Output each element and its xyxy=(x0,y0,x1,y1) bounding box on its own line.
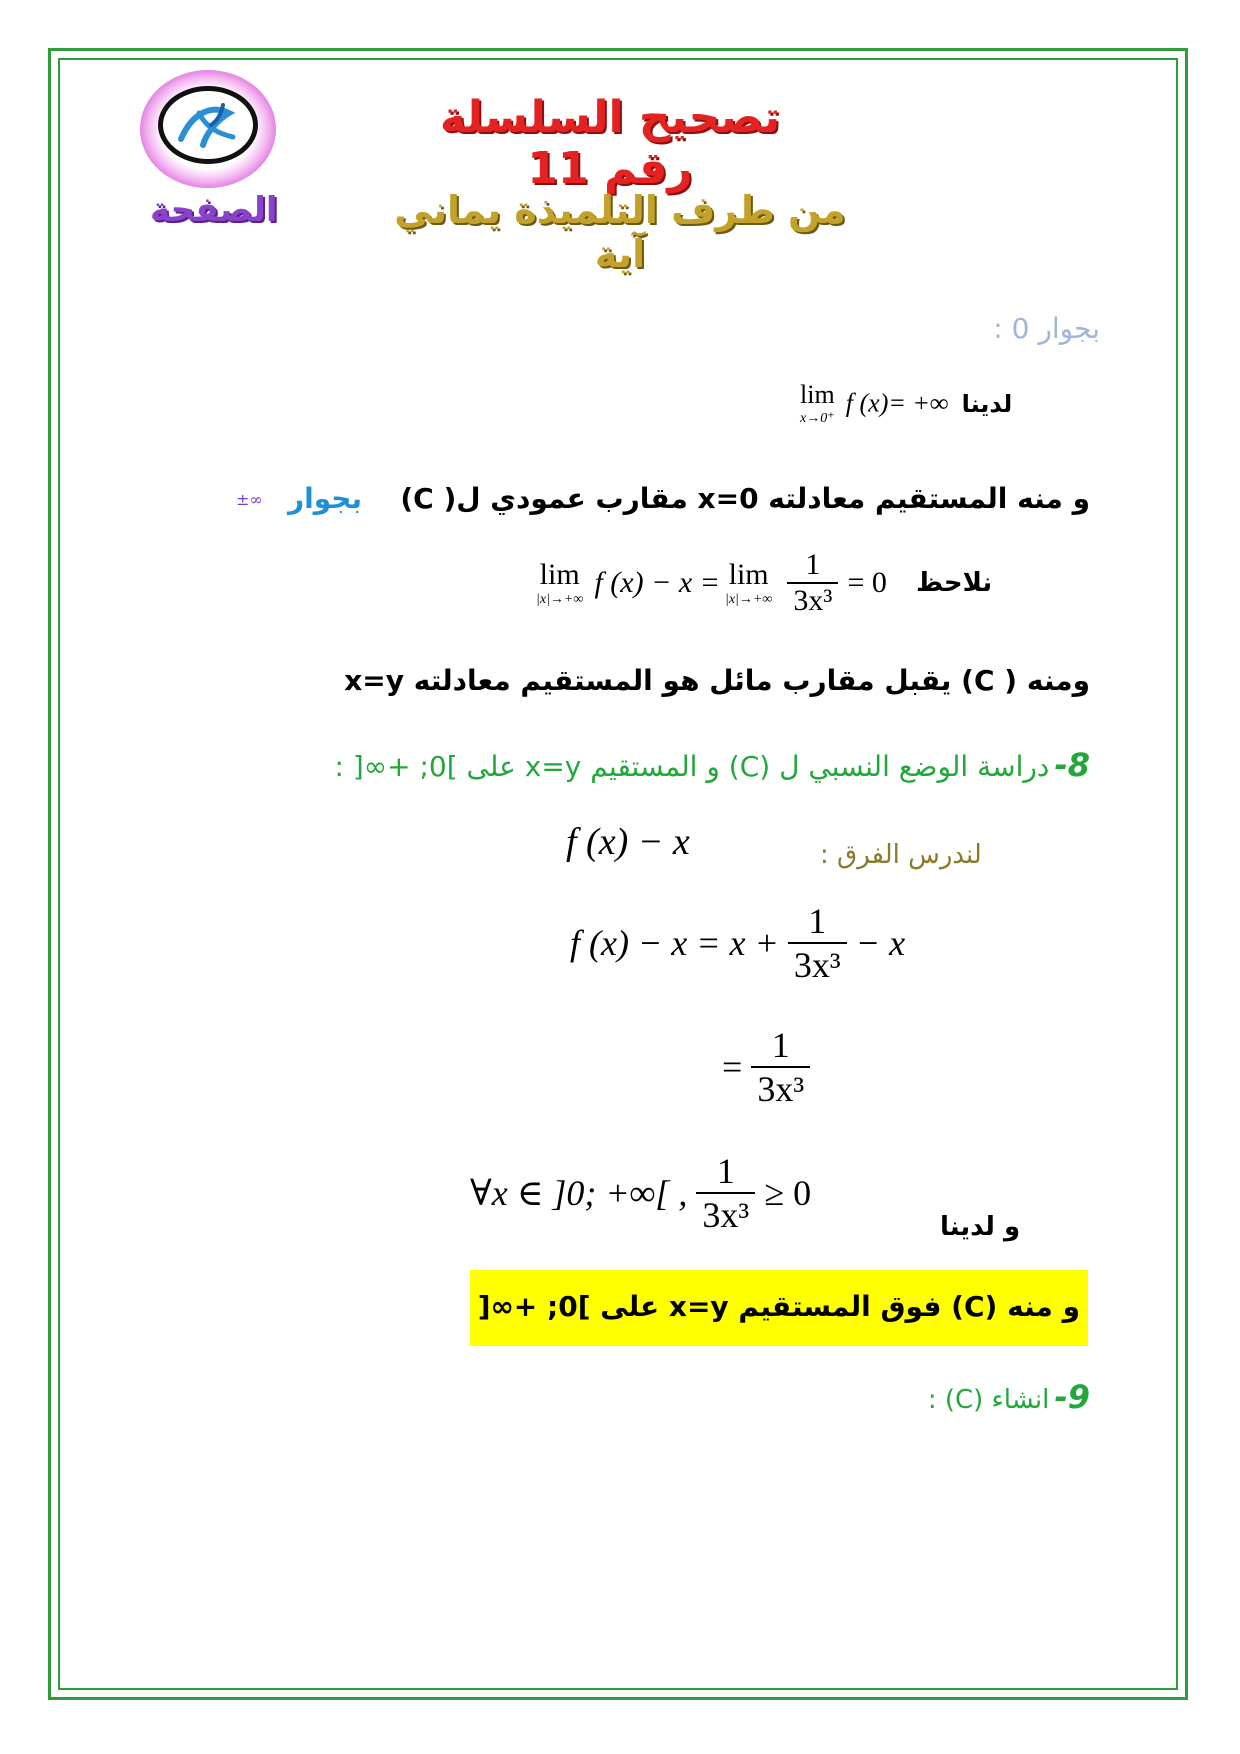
lim-abs-right: lim |x|→+∞ xyxy=(724,558,773,607)
logo-glyph-icon xyxy=(163,91,253,159)
equation-1: f (x) − x = x + $\frac{1}{\text{3x³}}$ − x xyxy=(570,901,906,985)
lim-label: لدينا xyxy=(961,389,1013,418)
equation-2: = $\frac{1}{\text{3x³}}$ xyxy=(722,1024,814,1110)
difference-expression: f (x) − x xyxy=(566,821,690,863)
section-8-heading xyxy=(335,746,1091,784)
page-subtitle: من طرف التلميذة يماني آية xyxy=(394,188,846,276)
note-label: نلاحظ xyxy=(916,568,993,598)
page-label: الصفحة xyxy=(150,190,278,230)
lim-expression: f (x)= +∞ xyxy=(845,388,949,418)
and-we-have-label: و لدينا xyxy=(940,1212,1021,1242)
logo xyxy=(158,86,258,164)
limit-at-zero xyxy=(800,380,1012,427)
inequality: ∀x ∈ ]0; +∞[ , $\frac{1}{\text{3x³}}$ ≥ 0 xyxy=(470,1151,812,1235)
inequality-fraction: $\frac{1}{\text{3x³}}$ xyxy=(696,1150,755,1236)
near-label: بجوار xyxy=(288,482,362,515)
vertical-asymptote-row xyxy=(230,478,1090,528)
lim-abs-left: lim |x|→+∞ xyxy=(536,558,584,607)
oblique-fraction: $\frac{1}{\text{3x³}}$ xyxy=(787,548,838,618)
lim-operator: lim x→0⁺ xyxy=(800,380,835,426)
vertical-asymptote-text: و منه المستقيم معادلته x=0 مقارب عمودي ل( C) xyxy=(400,482,1090,515)
page-border-inner xyxy=(58,58,1178,1690)
oblique-eq-zero: = 0 xyxy=(847,566,887,599)
section-9-text: انشاء (C) : xyxy=(927,1385,1050,1415)
oblique-asymptote-text: ومنه ( C) يقبل مقارب مائل هو المستقيم معادلته x=y xyxy=(344,664,1090,697)
section-9-heading xyxy=(928,1378,1090,1416)
conclusion-text: و منه (C) فوق المستقيم x=y على ]0; +∞[ xyxy=(477,1290,1080,1323)
equation-2-fraction: $\frac{1}{\text{3x³}}$ xyxy=(751,1024,810,1110)
section-8-number: 8- xyxy=(1054,746,1090,784)
near-pm: ±∞ xyxy=(236,490,263,509)
study-label: لندرس الفرق : xyxy=(820,840,982,870)
near-zero-label: بجوار 0 : xyxy=(993,312,1100,345)
equation-1-fraction: $\frac{1}{\text{3x³}}$ xyxy=(788,900,847,986)
oblique-expr-left: f (x) − x = xyxy=(594,566,720,599)
lim-subscript: x→0⁺ xyxy=(800,411,835,426)
section-8-text: دراسة الوضع النسبي ل (C) و المستقيم x=y على ]0; +∞[ : xyxy=(334,750,1050,783)
page-title: تصحيح السلسلة رقم 11 xyxy=(439,92,781,194)
oblique-limit-row xyxy=(536,548,1096,628)
section-9-number: 9- xyxy=(1054,1378,1090,1416)
